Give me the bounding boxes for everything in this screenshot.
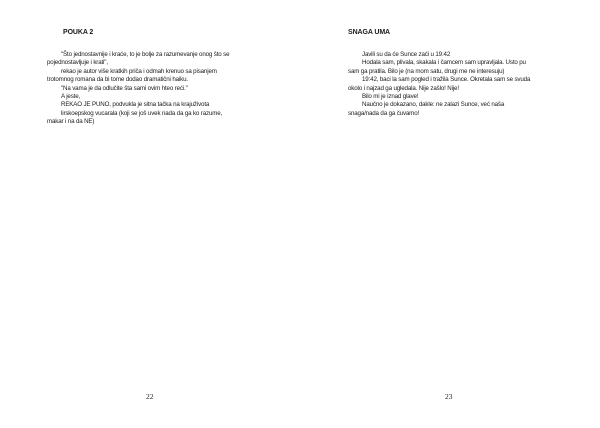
- page-number-right: 23: [445, 392, 453, 401]
- text-line: sam ga pratila. Bilo je (na mom satu, drugi me ne interesuju): [348, 67, 505, 75]
- text-line: "Što jednostavnije i kraće, to je bolje za razumevanje onog što se: [61, 51, 230, 58]
- text-line: REKAO JE PUNO, podvukla je sitna tačka na krajuživota: [61, 101, 210, 109]
- text-line: Javili su da će Sunce zaći u 19:42: [362, 51, 451, 58]
- text-line: trotomnog romana da bi tome dodao dramatični haiku.: [47, 76, 188, 84]
- text-line: okolo i najzad ga ugledala. Nije zašlo! Nije!: [348, 84, 459, 92]
- text-line: pojednostavljuje i krati",: [47, 59, 108, 67]
- left-page-body: [47, 51, 287, 127]
- text-line: makar i na da NE): [47, 118, 95, 126]
- right-page: [300, 0, 600, 428]
- text-line: 19:42, baci la sam pogled i tražila Sunce. Okretala sam se svuda: [362, 76, 531, 84]
- text-line: lirskoepskog vucarala (koji se još uvek nada da ga ko razume,: [61, 109, 223, 117]
- left-page-title: POUKA 2: [63, 29, 94, 36]
- text-line: Hodala sam, plivala, skakala i čamcem sam upravljala. Usto pu: [362, 59, 526, 67]
- text-line: Naučno je dokazano, dakle: ne zalazi Sunce, već naša: [362, 101, 505, 109]
- text-line: snaga/nada da ga čuvamo!: [348, 109, 420, 117]
- right-page-body: [348, 51, 573, 118]
- text-line: Bilo mi je iznad glave!: [362, 92, 419, 100]
- text-line: rekao je autor više kratkih priča i odmah krenuo sa pisanjem: [61, 67, 217, 75]
- text-line: "Na vama je da odlučite šta sami ovim hteo reći.": [61, 84, 188, 92]
- page-number-left: 22: [146, 392, 154, 401]
- text-line: A jeste,: [61, 92, 81, 100]
- right-page-title: SNAGA UMA: [348, 29, 391, 36]
